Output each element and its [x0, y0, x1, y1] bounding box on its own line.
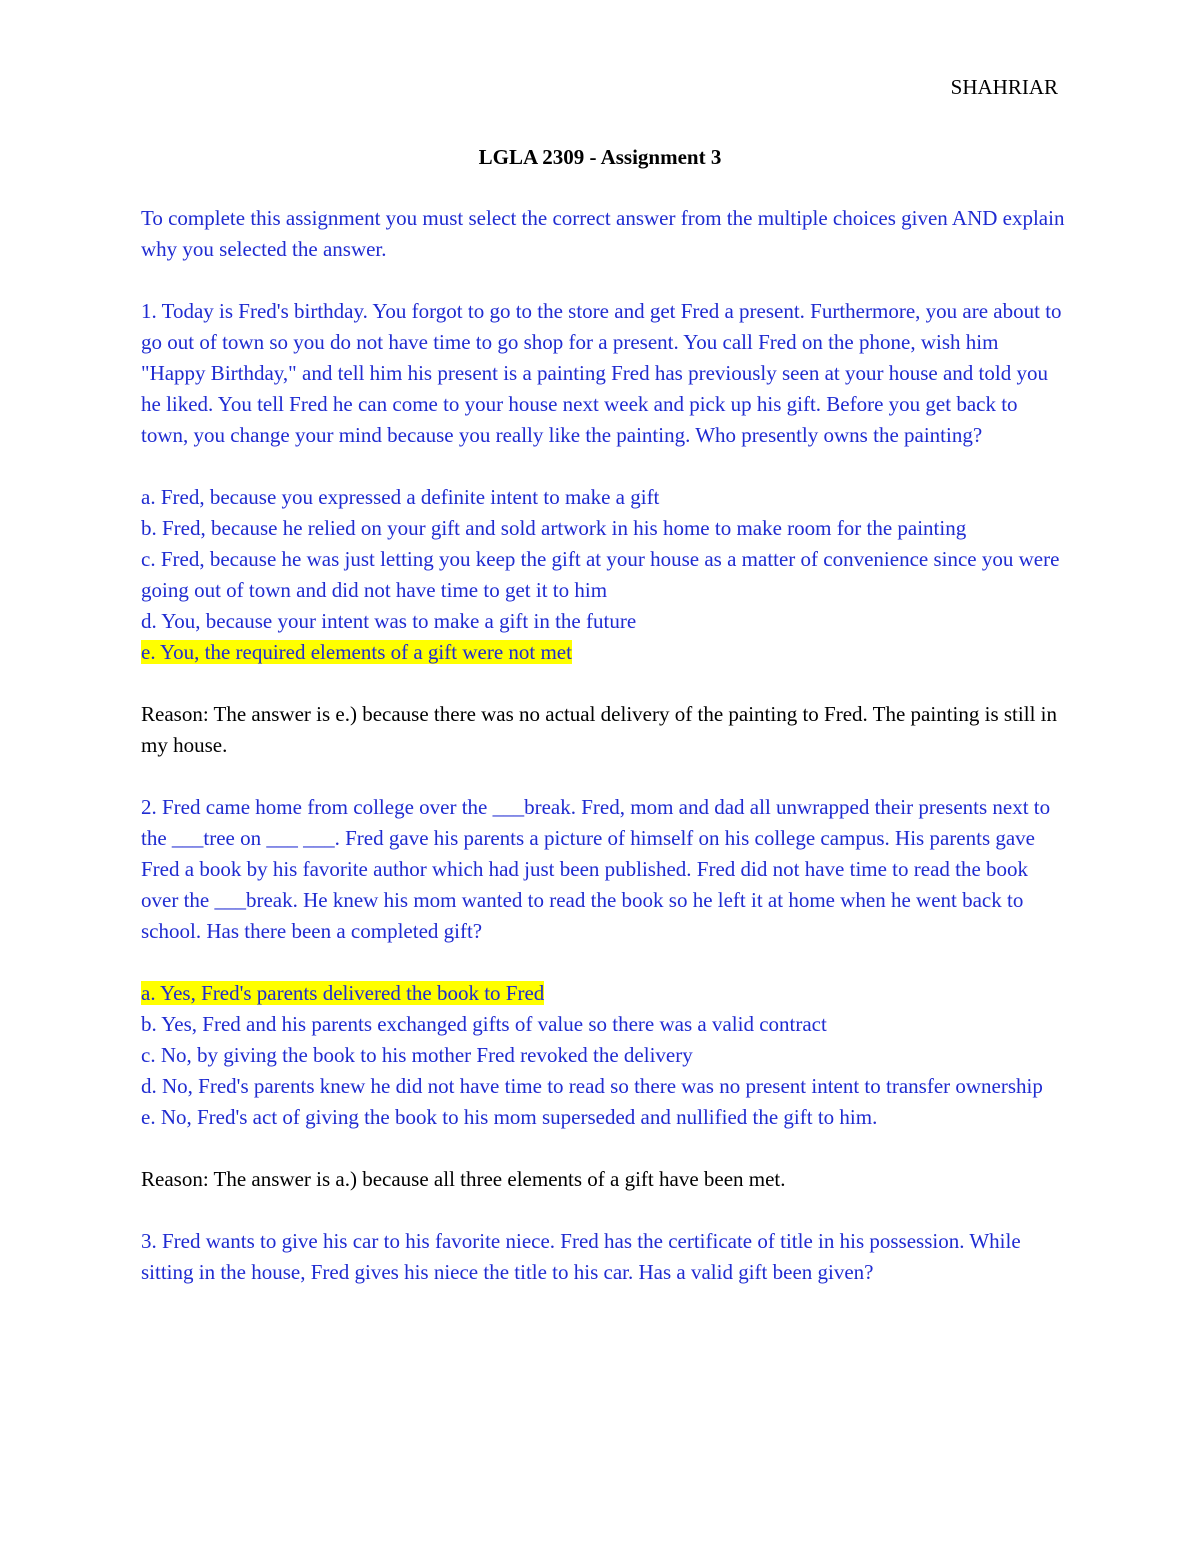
- choice-1b: b. Fred, because he relied on your gift and sold artwork in his home to make room for the painting: [141, 516, 967, 540]
- header-author-name: SHAHRIAR: [950, 75, 1058, 99]
- choice-1a: a. Fred, because you expressed a definite intent to make a gift: [141, 485, 660, 509]
- choice-2a-selected-wrap: [141, 978, 1066, 1009]
- choice-1e-selected: e. You, the required elements of a gift were not met: [141, 640, 572, 664]
- question-2-choices: [141, 978, 1066, 1133]
- page-title: LGLA 2309 - Assignment 3: [478, 145, 722, 169]
- choice-1e-selected-wrap: [141, 637, 1066, 668]
- choice-2e: e. No, Fred's act of giving the book to his mom superseded and nullified the gift to him.: [141, 1105, 878, 1129]
- choice-2b: b. Yes, Fred and his parents exchanged gifts of value so there was a valid contract: [141, 1012, 827, 1036]
- document-body: [141, 203, 1066, 1319]
- question-2-prompt: 2. Fred came home from college over the ___break. Fred, mom and dad all unwrapped their presents next to the ___tree on ___ ___. Fred gave his parents a picture of himself on his college campus. His parents gave Fred a book by his favorite author which had just been published. Fred did not have time to read the book over the ___break. He knew his mom wanted to read the book so he left it at home when he went back to school. Has there been a completed gift?: [141, 795, 1051, 943]
- choice-2c: c. No, by giving the book to his mother Fred revoked the delivery: [141, 1043, 693, 1067]
- question-3-prompt: 3. Fred wants to give his car to his favorite niece. Fred has the certificate of title in his possession. While sitting in the house, Fred gives his niece the title to his car. Has a valid gift been given?: [141, 1229, 1021, 1284]
- choice-1d: d. You, because your intent was to make a gift in the future: [141, 609, 637, 633]
- question-1-reason: Reason: The answer is e.) because there was no actual delivery of the painting to Fred. The painting is still in my house.: [141, 702, 1057, 757]
- question-2-reason: Reason: The answer is a.) because all three elements of a gift have been met.: [141, 1167, 786, 1191]
- instructions: To complete this assignment you must select the correct answer from the multiple choices given AND explain why you selected the answer.: [141, 206, 1065, 261]
- choice-1c: c. Fred, because he was just letting you keep the gift at your house as a matter of convenience since you were going out of town and did not have time to get it to him: [141, 547, 1060, 602]
- question-1-choices: [141, 482, 1066, 668]
- choice-2a-selected: a. Yes, Fred's parents delivered the book to Fred: [141, 981, 545, 1005]
- question-1-prompt: 1. Today is Fred's birthday. You forgot to go to the store and get Fred a present. Furthermore, you are about to go out of town so you do not have time to go shop for a present. You call Fred on the phone, wish him "Happy Birthday," and tell him his present is a painting Fred has previously seen at your house and told you he liked. You tell Fred he can come to your house next week and pick up his gift. Before you get back to town, you change your mind because you really like the painting. Who presently owns the painting?: [141, 299, 1062, 447]
- choice-2d: d. No, Fred's parents knew he did not have time to read so there was no present intent to transfer ownership: [141, 1074, 1043, 1098]
